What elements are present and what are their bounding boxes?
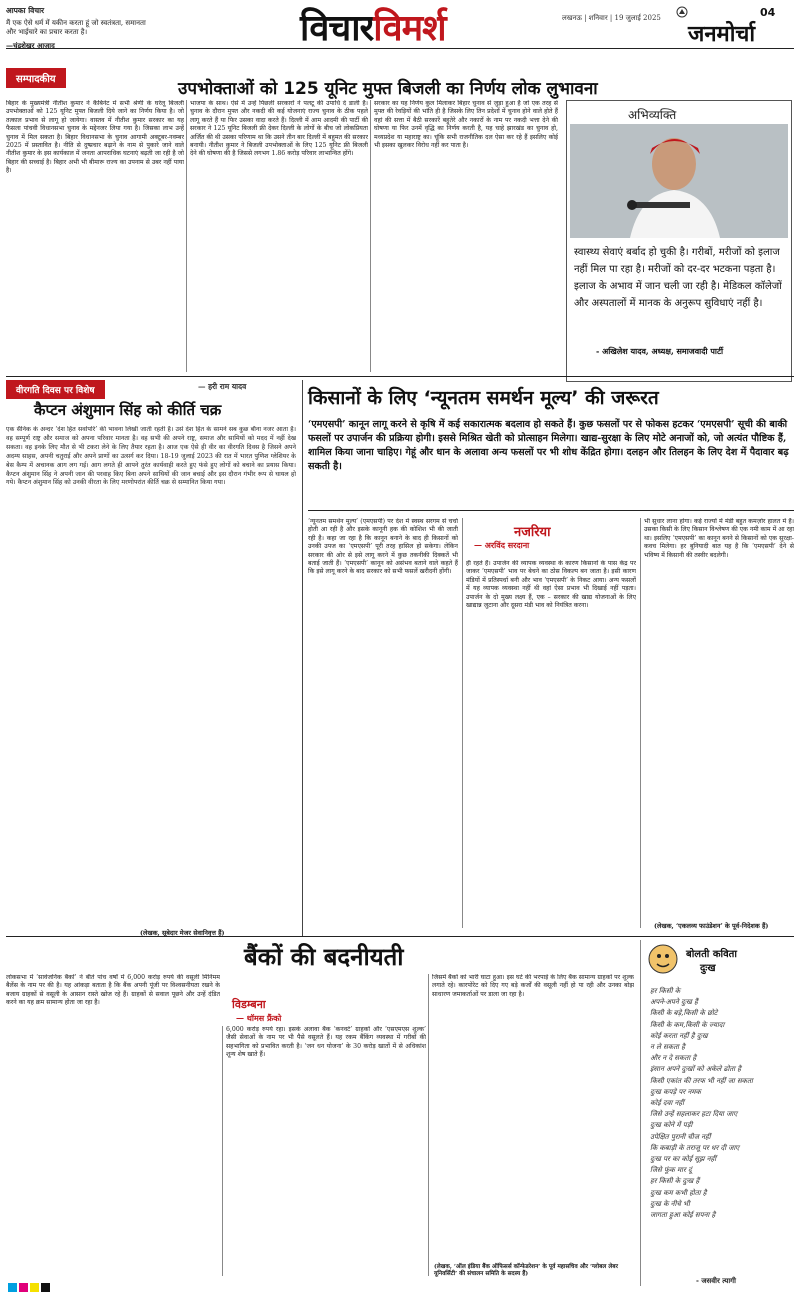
date-line: लखनऊ | शनिवार | 19 जुलाई 2025 [562,14,661,22]
editorial-col1: बिहार के मुख्यमंत्री नीतीश कुमार ने कैबिनेट में सभी श्रेणी के घरेलू बिजली उपभोक्ताओं को 125 यूनिट मुफ्त बिजली दिये जाने का निर्णय किया है। जो तत्काल प्रभाव से लागू हो जायेगा। वास्तव में नीतीश कुमार सरकार का यह फैसला पांचवी विधानसभा चुनाव के मद्देनजर लिया गया है। जिसका लाभ उन्हें चुनाव में मिल सकता है। बिहार विधानसभा के चुनाव आगामी अक्टूबर-नवम्बर 2025 में प्रस्तावित है। नीति से दुष्प्रचार बढ़ाने के नाम से पुकारे जाने वाले नीतीश कुमार के इस कार्यकाल में जनता आपराधिक घटनाएं बढ़ती जा रही है जो बिहार की सच्चाई है। बिहार अभी भी बीमारू राज्य का उपनाम से उबर नहीं पाया है। [6,100,184,175]
masthead-quote-author: —चंद्रशेखर आजाद [6,41,55,50]
editorial-col2: भाजपा के साथ। ऐसे में उन्हें पिछली सरकारों ने पलटू की उपाधि दे डाली है। चुनाव के दौरान मुफ्त और नकदी की कई योजनाएं राज्य चुनाव के ठीक पहले लागू करते हैं या फिर उसका वादा करते हैं। दिल्ली में आम आदमी की पार्टी की सरकार ने 125 यूनिट बिजली फ्री देकर दिल्ली के लोगों के बीच जो लोकप्रियता अर्जित की थी उसका परिणाम था कि उसने तीन बार दिल्ली में बहुमत की सरकार बनायी। नीतीश कुमार ने बिजली उपभोक्ताओं के लिए 125 यूनिट फ्री बिजली देने की घोषणा की है जिससे लगभग 1.86 करोड़ परिवार लाभान्वित होंगे। [190,100,368,158]
editorial-headline: उपभोक्ताओं को 125 यूनिट मुफ्त बिजली का निर्णय लोक लुभावना [178,79,598,99]
kavita-subtitle: दुःख [700,963,716,974]
banks-col2: 6,000 करोड़ रुपये रहा। इसके अलावा बैंक ‘कनवर्ट’ ग्राहकों और ‘एसएमएस शुल्क’ जैसी सेवाओं के नाम पर भी पैसे वसूलते हैं। यह रकम बैंकिंग व्यवस्था में गरीबों की सहभागिता को प्रभावित करती है। ‘जन धन योजना’ के 30 करोड़ खातों में से अधिकांश शून्य शेष खाते हैं। [226,1026,426,1059]
section-title-part2: विमर्श [373,8,446,49]
column-rule [462,518,463,928]
emblem-icon [676,6,688,18]
cyan-swatch [8,1283,17,1292]
poet-avatar-icon [648,944,678,974]
editorial-tag: सम्पादकीय [6,68,66,88]
kavita-title: बोलती कविता [686,949,737,960]
abhivyakti-title: अभिव्यक्ति [628,108,677,122]
msp-col3: भी सुधार लाना होगा। कई राज्यों में मंडी बहुत कमज़ोर हालत में हैं। उसका किसी के लिए किसान विश्लेषण की एक नमी काम में आ रहा था। इसलिए ‘एमएसपी’ का कानून बनने से किसानों को एक सुरक्षा-कवच मिलेगा। हर बुनियादी बात यह है कि ‘एमएसपी’ देने से भविष्य में किसानी की तस्वीर बदलेगी। [644,518,794,559]
banks-signoff: (लेखक, ‘ऑल इंडिया बैंक ऑफिसर्स कॉन्फेडरेशन’ के पूर्व महासचिव और ‘ग्लोबल लेबर यूनिवर्सिटी’ की संचालन समिति के सदस्य हैं) [434,1264,618,1278]
editorial-col3: सरकार का यह निर्णय कुल मिलाकर बिहार चुनाव से जुड़ा हुआ है जो एक तरह से मुफ्त की रेवड़ियों की भांति ही है जिसके लिए तिन प्रदेशों में चुनाव होने वाले होते हैं वहां की सत्ता में बैठी सरकारें बहुतेरे और नकारों के नाम पर नकदी भत्ता देने की घोषणा या फिर उनमें वृद्धि का निर्णय करती है, यह चाहे झारखंड का चुनाव हो, मध्यप्रदेश या महाराष्ट्र का। चूंकि सभी राजनीतिक दल ऐसा कर रहे हैं इसलिए कोई भी इसका खुलकर विरोध नहीं कर पाता है। [374,100,558,150]
paper-name: जनमोर्चा [688,22,756,47]
section-divider [6,936,794,937]
column-rule [186,100,187,372]
msp-signoff: (लेखक, ‘एकलव्य फाउंडेशन’ के पूर्व-निदेशक हैं) [654,922,769,930]
veergati-headline: कैप्टन अंशुमान सिंह को कीर्ति चक्र [34,401,222,419]
yellow-swatch [30,1283,39,1292]
column-rule [302,380,303,936]
kavita-lines: हर किसी के अपने-अपने दुःख हैं किसी के बड़े,किसी के छोटे किसी के कम,किसी के ज्यादा कोई करता नहीं है दुःख न ले सकता है और न दे सकता है इंसान अपने दुःखों को अकेले ढोता है किसी एकांत की तरफ भी नहीं जा सकता दुःख कपड़े पर नमक कोई दवा नहीं जिसे उन्हें सहलाकर हटा दिया जाए दुःख कोने में पड़ी उपेक्षित पुरानी चीज नहीं कि कबाड़ी के तराजू पर धर दी जाए दुःख पर का कोई सूझ नहीं जिसे फूंक मार दूं हर किसी के दुःख हैं दुःख कम कभी होता है दुःख के नीचे भी जागता हुआ कोई सपना है [650,987,753,1220]
msp-deck: ‘एमएसपी’ कानून लागू करने से कृषि में कई सकारात्मक बदलाव हो सकते हैं। कुछ फसलों पर से फोकस हटकर ‘एमएसपी’ सूची की बाकी फसलों पर उपार्जन की प्रक्रिया होगी। इससे मिश्रित खेती को प्रोत्साहन मिलेगा। खाद्य-सुरक्षा के लिए मोटे अनाजों को, जो अत्यंत पौष्टिक हैं, शामिल किया जाना चाहिए। गेहूं और धान के अलावा अन्य फसलों पर भी शोध केंद्रित होगा। दलहन और तिलहन के लिए देश में पैदावार बढ़ सकती है। [308,419,789,472]
msp-col1: ‘न्यूनतम समर्थन मूल्य’ (एमएसपी) पर देश में स्वस्थ सरगम से चर्चा होती आ रही है और इसके कानूनी हक की कोशिश भी की जाती रही है। कहा जा रहा है कि कानून बनाने के बाद ही किसानों को उनकी उपज का ‘एमएसपी’ पूरी तरह हासिल हो सकेगा। लेकिन सरकार की ओर से इसे लागू करने में कुछ तकनीकी दिक्कतें भी बताई जाती हैं। ‘एमएसपी’ कानून को असंभव बताने वाले कहते हैं कि इसे लागू करने के बाद सरकार को सभी फसलें खरीदनी होंगी। [308,518,458,576]
abhivyakti-quote: स्वास्थ्य सेवाएं बर्बाद हो चुकी है। गरीबों, मरीजों को इलाज नहीं मिल पा रहा है। मरीजों को दर-दर भटकना पड़ता है। इलाज के अभाव में जान चली जा रही है। मेडिकल कॉलेजों और अस्पतालों में मानक के अनुरूप सुविधाएं नहीं है। [574,247,782,309]
msp-col2: ही रहते हैं। उपार्जन की व्यापक व्यवस्था के कारण किसानों के पास केंद्र पर जाकर ‘एमएसपी’ भाव पर बेचने का ठोस विकल्प बन जाता है। इसी कारण मंडियों में प्रतिस्पर्धा बनी और भाव ‘एमएसपी’ के निकट आया। अन्य फसलों में यह व्यापक व्यवस्था नहीं थी वहां ऐसा प्रभाव भी दिखाई नहीं पड़ता। उपार्जन के दो मुख्य लक्ष्य हैं, एक – सरकार की खाद्य योजनाओं के लिए खाद्यान्न जुटाना और दूसरा मंडी भाव को नियंत्रित करना। [466,560,636,610]
najariya-byline: — अरविंद सरदाना [474,540,530,550]
kavita-poet: - जसवीर त्यागी [696,1276,736,1285]
vidambana-title: विडम्बना [232,998,266,1011]
banks-headline: बैंकों की बदनीयती [244,943,404,971]
najariya-title: नजरिया [514,525,551,540]
veergati-body: एक सैनिक के अन्दर ‘देश हित सर्वोपरि’ की भावना लिखी जाती रहती है। उसे देश हित के सामने सब कुछ बौना नजर आता है। वह सम्पूर्ण राष्ट्र और समाज को अपना परिवार मानता है। वह सभी की अपने राष्ट्र, समाज और सामियों को मदद में नहीं देख सकता। वह इनके लिए मौत से भी टकरा लेने के लिए तैयार रहता है। आज एक ऐसे ही वीर का वीरगति दिवस है जिसने अपने अदम्य साहस, अपनी चतुराई और अपने प्राणों का उत्सर्ग कर दिया। 18-19 जुलाई 2023 की रात में भारत पुणिश ग्लेशियर के बेस कैम्प में अचानक आग लग गई। आग लगते ही आपने तुरंत कार्यवाही करते हुए फंसे हुए लोगों को बचाने का प्रयास किया। कैप्टन अंशुमान सिंह ने अपनी जान की परवाह किए बिना अपने साथियों की जान बचाई और इस दौरान गंभीर रूप से घायल हो गये। कैप्टन अंशुमान सिंह को उनकी वीरता के लिए मरणोपरांत कीर्ति चक्र से सम्मानित किया गया। [6,426,296,487]
abhivyakti-byline: - अखिलेश यादव, अध्यक्ष, समाजवादी पार्टी [596,346,724,356]
banks-col1: लोकसभा में ‘सार्वजनिक बैंकों’ ने बीते पांच वर्षों में 6,000 करोड़ रुपये की वसूली मिनिमम बैलेंस के नाम पर की है। यह आंकड़ा बताता है कि बैंक अपनी पूंजी पर विश्वसनीयता रखने के बजाय ग्राहकों से वसूली के आसान रास्ते खोज रहे हैं। ग्राहकों से सवाल पूछने और उन्हें दंडित करने का यह क्रम सामान्य होता जा रहा है। [6,974,220,1007]
column-rule [428,974,429,1276]
column-rule [640,518,641,928]
portrait-photo [570,124,788,238]
deck-divider [308,510,794,511]
masthead-quote: मैं एक ऐसे धर्म में यकीन करता हूं जो स्वतंत्रता, समानता और भाईचारे का प्रचार करता है। [6,19,146,36]
portrait-illustration [570,124,788,238]
masthead-divider [6,48,794,49]
veergati-tag: वीरगति दिवस पर विशेष [6,380,105,399]
column-rule [222,1026,223,1276]
section-title-part1: विचार [300,8,374,49]
print-color-bar [8,1283,50,1292]
magenta-swatch [19,1283,28,1292]
black-swatch [41,1283,50,1292]
page-number: 04 [760,6,776,19]
section-title [300,2,446,51]
veergati-signoff: (लेखक, सूबेदार मेजर सेवानिवृत्त हैं) [140,929,225,937]
banks-col3: जिसमें बैंकों को भारी घाटा हुआ। इस घटे की भरपाई के लिए बैंक सामान्य ग्राहकों पर शुल्क लगाते रहे। कारपोरेट को दिए गए बड़े कर्जों की वसूली नहीं हो पा रही और उनका बोझ साधारण जमाकर्ताओं पर डाला जा रहा है। [432,974,634,998]
msp-headline: किसानों के लिए ‘न्यूनतम समर्थन मूल्य’ की जरूरत [308,387,659,409]
column-rule [370,100,371,372]
masthead-quote-block [6,6,156,50]
veergati-byline: — हरी राम यादव [198,382,247,391]
section-label: आपका विचार [6,6,45,15]
vidambana-byline: — थॉमस फ्रैंको [236,1013,282,1023]
section-divider [6,376,794,377]
